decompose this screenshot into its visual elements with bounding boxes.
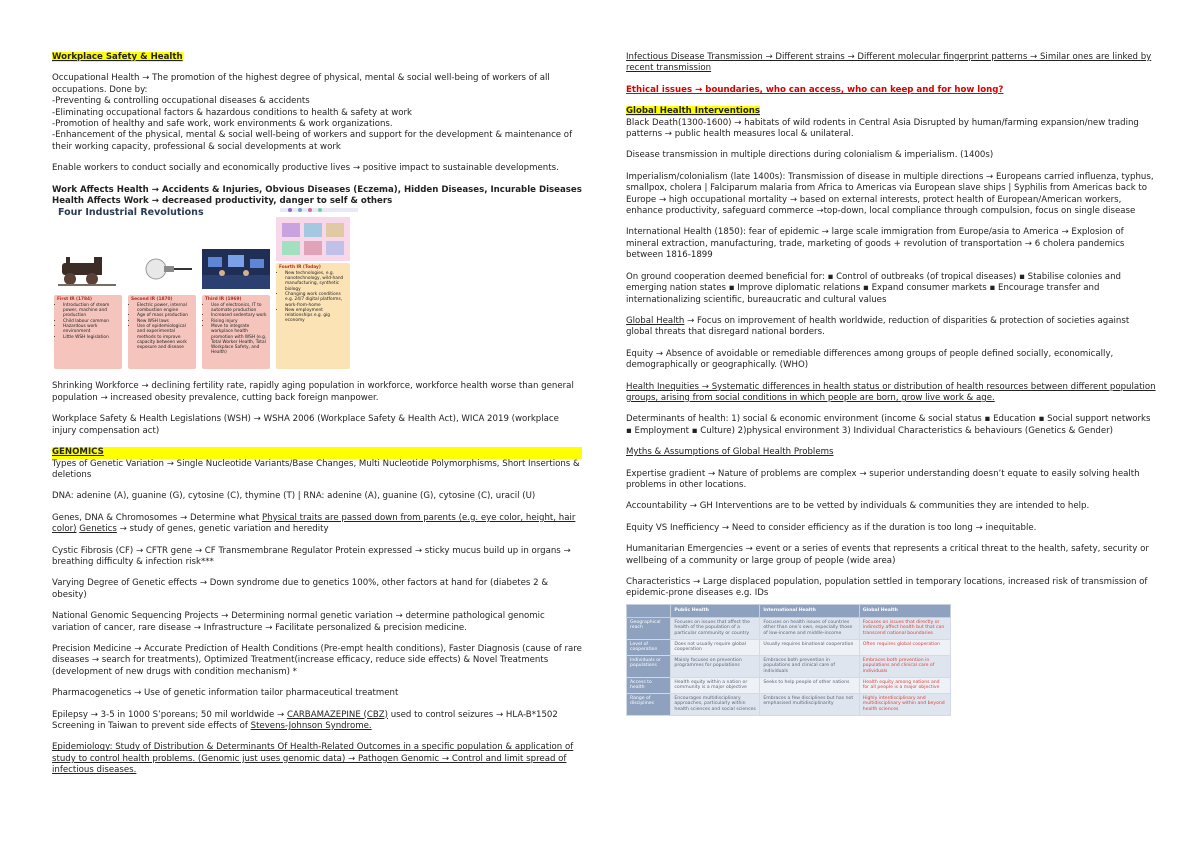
left-column — [52, 52, 582, 787]
ir-card-third — [202, 249, 270, 369]
table-cell: Embraces both prevention in populations and clinical care of individuals — [760, 655, 859, 677]
table-cell: Mainly focuses on prevention programmes for populations — [671, 655, 760, 677]
international-health: International Health (1850): fear of epidemic → large scale immigration from Europe/asia to America → Explosion of mineral extraction, manufacturing, trade, marketing of goods + revolution of transportation → 6 cholera pandemics between 1816-1899 — [626, 227, 1125, 261]
health-comparison-table — [626, 604, 951, 716]
wsh-legislations: Workplace Safety & Health Legislations (WSH) → WSHA 2006 (Workplace Safety & Health Act), WICA 2019 (workplace injury compensation act) — [52, 414, 559, 436]
table-row — [627, 693, 951, 715]
ground-cooperation: On ground cooperation deemed beneficial for: ▪ Control of outbreaks (of tropical diseases) ▪ Stabilise colonies and emerging nation states ▪ Improve diplomatic relations ▪ Expand consumer markets ▪ Encourage transfer and internationalizing scientific, bureaucratic and cultural values — [626, 271, 1121, 305]
genes-dna-chromosomes: Genes, DNA & Chromosomes → Determine what Physical traits are passed down from parents (e.g. eye color, height, hair color) Genetics → study of genes, genetic variation and heredity — [52, 512, 576, 535]
ir-card-fourth — [276, 217, 350, 369]
occupational-item: -Eliminating occupational factors & hazardous conditions to health & safety at work — [52, 107, 413, 118]
work-affects-health: Work Affects Health → Accidents & Injuries, Obvious Diseases (Eczema), Hidden Diseases, Incurable Diseases — [52, 184, 582, 195]
table-cell: Health equity among nations and for all people is a major objective — [859, 677, 950, 693]
table-header-row — [627, 604, 951, 617]
table-cell: Embraces a few disciplines but has not emphasised multidisciplinarity — [760, 693, 859, 715]
row-label: Level of cooperation — [627, 639, 671, 655]
ir-card-text: Fourth IR (Today) • New technologies, e.g. nanotechnology, wild-hand manufacturing, synthetic biology • Changing work conditions e.g. 24/7 digital platforms, work-from-home • New employment relationships e.g. gig economy — [276, 263, 350, 369]
table-cell: Embraces both prevention in populations and clinical care of individuals — [859, 655, 950, 677]
disease-transmission: Disease transmission in multiple directions during colonialism & imperialism. (1400s) — [626, 150, 994, 161]
table-header — [627, 604, 671, 617]
industrial-revolutions-figure — [52, 207, 352, 375]
table-cell: Seeks to help people of other nations — [760, 677, 859, 693]
table-cell: Usually requires binational cooperation — [760, 639, 859, 655]
ir-card-text: First IR (1784) • Introduction of steam power, machine and production • Child labour common • Hazardous work environment • Little WSH legislation — [54, 295, 122, 369]
right-column — [626, 52, 1156, 716]
table-header: Global Health — [859, 604, 950, 617]
table-cell: Health equity within a nation or community is a major objective — [671, 677, 760, 693]
health-affects-work: Health Affects Work → decreased productivity, danger to self & others — [52, 196, 393, 207]
humanitarian-emergencies: Humanitarian Emergencies → event or a series of events that represents a critical threat to the health, safety, security or wellbeing of a community or large group of people (wide area) — [626, 544, 1149, 566]
table-cell: Highly interdisciplinary and multidisciplinary within and beyond health sciences — [859, 693, 950, 715]
dna-rna: DNA: adenine (A), guanine (G), cytosine (C), thymine (T) | RNA: adenine (A), guanine (G), cytosine (C), uracil (U) — [52, 491, 536, 502]
table-header: International Health — [760, 604, 859, 617]
black-death: Black Death(1300-1600) → habitats of wild rodents in Central Asia Disrupted by human/farming expansion/new trading patterns → public health measures local & unilateral. — [626, 117, 1139, 140]
varying-genetic-effects: Varying Degree of Genetic effects → Down syndrome due to genetics 100%, other factors at hand for (diabetes 2 & obesity) — [52, 578, 549, 600]
table-header: Public Health — [671, 604, 760, 617]
determinants-of-health: Determinants of health: 1) social & economic environment (income & social status ▪ Education ▪ Social support networks ▪ Employment ▪ Culture) 2)physical environment 3) Individual Characteristics & behaviours (Genetics & Gender) — [626, 414, 1151, 436]
table-cell: Often requires global cooperation — [859, 639, 950, 655]
row-label: Individuals or populations — [627, 655, 671, 677]
row-label: Access to health — [627, 677, 671, 693]
row-label: Geographical reach — [627, 617, 671, 639]
cystic-fibrosis: Cystic Fibrosis (CF) → CFTR gene → CF Transmembrane Regulator Protein expressed → sticky mucus build up in organs → breathing difficulty & infection risk*** — [52, 545, 571, 567]
steam-engine-icon — [54, 249, 122, 289]
figure-logo-strip — [280, 207, 358, 213]
section-title-ghi: Global Health Interventions — [626, 106, 761, 117]
occupational-health-text: The promotion of the highest degree of physical, mental & social well-being of workers of all occupations. Done by: — [52, 73, 550, 95]
digital-network-icon — [276, 217, 350, 261]
table-cell: Focuses on issues that affect the health of the population of a particular community or country — [671, 617, 760, 639]
occupational-health-label: Occupational Health — [52, 73, 140, 84]
light-bulb-icon — [128, 249, 196, 289]
table-row — [627, 655, 951, 677]
figure-title: Four Industrial Revolutions — [58, 207, 204, 219]
ir-card-text: Third IR (1969) • Use of electronics, IT to automate production • Increased sedentary work • Rising injury • Move to integrate workplace health promotion with WSH (e.g. Total Worker Health, Total Workplace Safety, and Health) — [202, 295, 270, 369]
occupational-health-block: Occupational Health → The promotion of the highest degree of physical, mental & social well-being of workers of all occupations. Done by: -Preventing & controlling occupational diseases & accidents -Eliminating occupational factors & hazardous conditions to health & safety at work -Promotion of healthy and safe work, work environments & work organizations. -Enhancement of the physical, mental & social well-being of workers and support for the development & maintenance of their working capacity, professional & social developments at work — [52, 73, 582, 153]
table-cell: Does not usually require global cooperation — [671, 639, 760, 655]
epilepsy: Epilepsy → 3-5 in 1000 S’poreans; 50 mil worldwide → CARBAMAZEPINE (CBZ) used to control seizures → HLA-B*1502 Screening in Taiwan to prevent side effects of Stevens-Johnson Syndrome. — [52, 709, 558, 731]
work-health-block — [52, 185, 582, 208]
section-title-wsh: Workplace Safety & Health — [52, 52, 183, 62]
ghi-block — [626, 106, 1156, 140]
table-row — [627, 639, 951, 655]
precision-medicine: Precision Medicine → Accurate Prediction of Health Conditions (Pre-empt health conditions), Faster Diagnosis (cause of rare diseases → search for treatments), Optimized Treatment(increase efficacy, reduce side effects) & Novel Treatments (development of new drugs with condition mechanism) * — [52, 643, 582, 677]
epidemiology: Epidemiology: Study of Distribution & Determinants Of Health-Related Outcomes in a specific population & application of study to control health problems. (Genomic just uses genomic data) → Pathogen Genomic → Control and limit spread of infectious diseases. — [52, 742, 574, 776]
genomics-block — [52, 447, 582, 481]
ir-card-first — [54, 249, 122, 369]
table-cell: Focuses on health issues of countries other than one’s own, especially those of low-income and middle-income — [760, 617, 859, 639]
enable-workers-text: Enable workers to conduct socially and economically productive lives → positive impact to sustainable developments. — [52, 163, 559, 174]
table-cell: Focuses on issues that directly or indirectly affect health but that can transcend national boundaries — [859, 617, 950, 639]
equity-definition: Equity → Absence of avoidable or remediable differences among groups of people defined socially, economically, demographically or geographically. (WHO) — [626, 348, 1114, 371]
equity-vs-inefficiency: Equity VS Inefficiency → Need to consider efficiency as if the duration is too long → inequitable. — [626, 522, 1037, 533]
genetic-variation: Types of Genetic Variation → Single Nucleotide Variants/Base Changes, Multi Nucleotide Polymorphisms, Short Insertions & deletions — [52, 458, 580, 480]
table-row — [627, 677, 951, 693]
ir-card-text: Second IR (1870) • Electric power, internal combustion engine • Age of mass production • New WSH laws • Use of epidemiological and experimental methods to improve capacity between work exposure and disease — [128, 295, 196, 369]
imperialism: Imperialism/colonialism (late 1400s): Transmission of disease in multiple directions → Europeans carried influenza, typhus, smallpox, cholera | Falciparum malaria from Africa to Americas via European slave ships | Syphilis from Americas back to Europe → high occupational mortality → based on external interests, protect health of European/American workers, enhance productivity, safeguard commerce →top-down, local compliance through compulsion, focus on single disease — [626, 171, 1154, 217]
infectious-transmission: Infectious Disease Transmission → Different strains → Different molecular fingerprint patterns → Similar ones are linked by recent transmission — [626, 52, 1152, 74]
global-health-definition: Global Health → Focus on improvement of health worldwide, reduction of disparities & protection of societies against global threats that disregard national borders. — [626, 315, 1130, 338]
table-cell: Encourages multidisciplinary approaches, particularly within health sciences and social sciences — [671, 693, 760, 715]
occupational-item: -Enhancement of the physical, mental & social well-being of workers and support for the development & maintenance of their working capacity, professional & social developments at work — [52, 130, 573, 152]
characteristics: Characteristics → Large displaced population, population settled in temporary locations, increased risk of transmission of epidemic-prone diseases e.g. IDs — [626, 577, 1148, 599]
row-label: Range of disciplines — [627, 693, 671, 715]
myths-title: Myths & Assumptions of Global Health Problems — [626, 447, 834, 458]
ethical-issues: Ethical issues → boundaries, who can access, who can keep and for how long? — [626, 84, 1004, 95]
national-genomic-projects: National Genomic Sequencing Projects → Determining normal genetic variation → determine pathological genomic variation of cancer, rare disease → Infrastructure → Facilitate personalized & precision medicine. — [52, 611, 545, 633]
health-inequities: Health Inequities → Systematic differences in health status or distribution of health resources between different population groups, arising from social conditions in which people are born, grow live work & age. — [626, 381, 1156, 403]
table-row — [627, 617, 951, 639]
ir-card-second — [128, 249, 196, 369]
accountability: Accountability → GH Interventions are to be vetted by individuals & communities they are intended to help. — [626, 501, 1090, 512]
occupational-item: -Preventing & controlling occupational diseases & accidents — [52, 96, 310, 107]
shrinking-workforce: Shrinking Workforce → declining fertility rate, rapidly aging population in workforce, workforce health worse than general population → increased obesity prevalence, cutting back foreign manpower. — [52, 381, 574, 403]
expertise-gradient: Expertise gradient → Nature of problems are complex → superior understanding doesn’t equate to easily solving health problems in other locations. — [626, 468, 1140, 490]
section-title-genomics: GENOMICS — [52, 447, 582, 458]
pharmacogenetics: Pharmacogenetics → Use of genetic information tailor pharmaceutical treatment — [52, 688, 399, 699]
computer-lab-icon — [202, 249, 270, 289]
occupational-item: -Promotion of healthy and safe work, work environments & work organizations. — [52, 119, 393, 130]
